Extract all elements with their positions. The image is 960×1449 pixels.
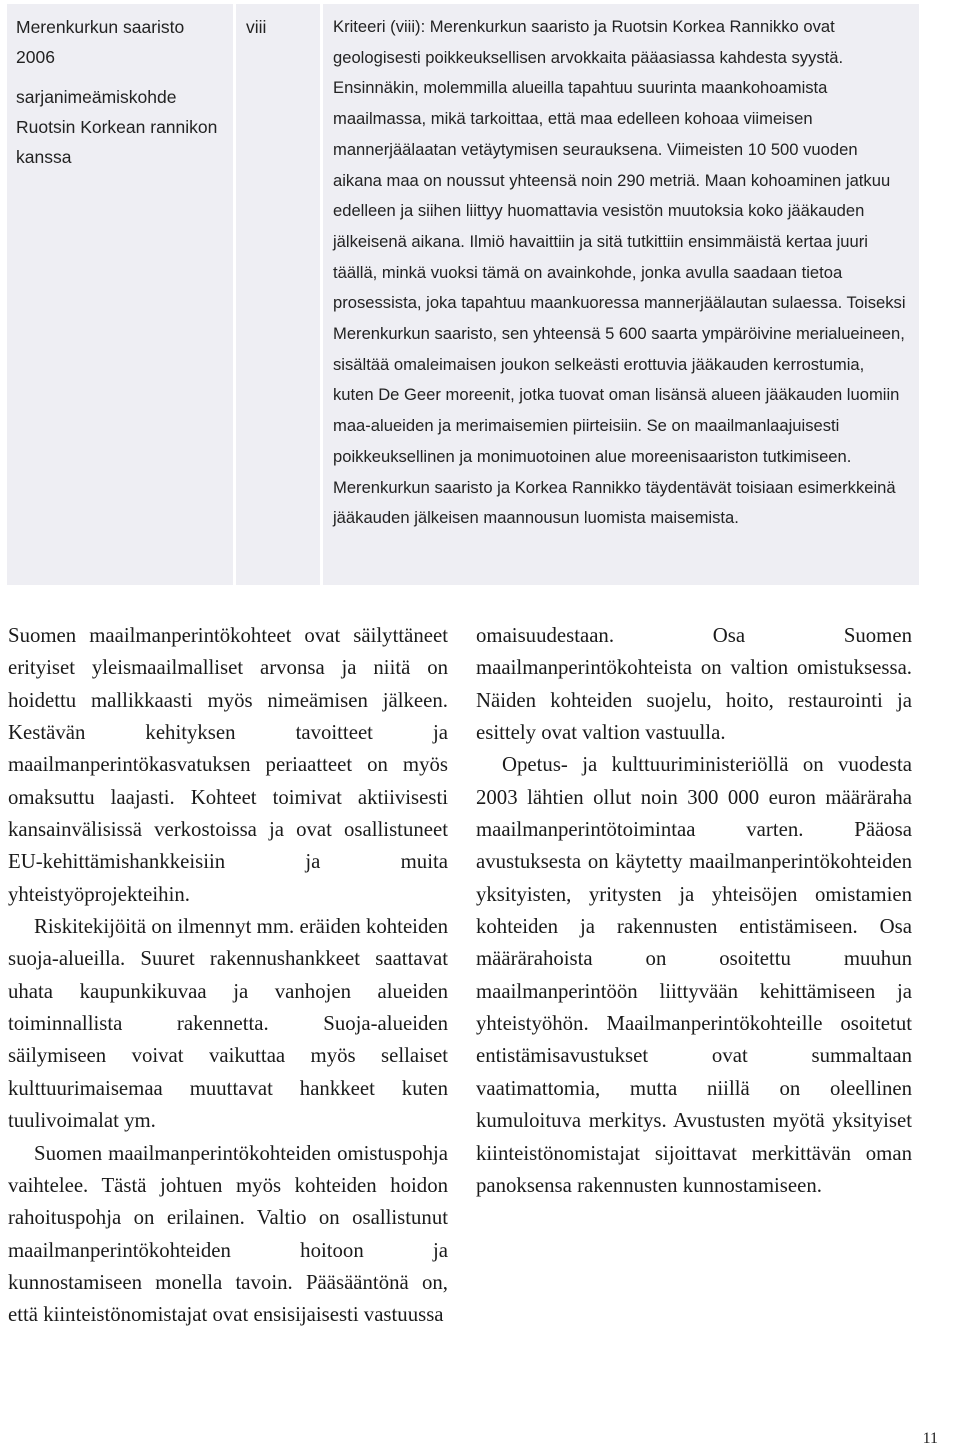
body-paragraph: Suomen maailmanperintökohteet ovat säilyttäneet erityiset yleismaailmalliset arvonsa ja niitä on hoidettu mallikkaasti myös nimeämisen jälkeen. Kestävän kehityksen tavoitteet ja maailmanperintökasvatuksen periaatteet on myös omaksuttu laajasti. Kohteet toimivat aktiivisesti kansainvälisissä verkostoissa ja ovat osallistuneet EU-kehittämishankkeisiin ja muita yhteistyöprojekteihin. <box>8 624 448 906</box>
site-note: sarjanimeämiskohde Ruotsin Korkean rannikon kanssa <box>16 87 218 167</box>
body-paragraph: omaisuudestaan. Osa Suomen maailmanperintökohteista on valtion omistuksessa. Näiden kohteiden suojelu, hoito, restaurointi ja esittely ovat valtion vastuulla. <box>476 624 912 745</box>
criteria-table-row <box>7 4 919 585</box>
body-paragraph: Riskitekijöitä on ilmennyt mm. eräiden kohteiden suoja-alueilla. Suuret rakennushankkeet saattavat uhata kaupunkikuvaa ja vanhojen alueiden toiminnallista rakennetta. Suoja-alueiden säilymiseen voivat vaikuttaa myös sellaiset kulttuurimaisemaa muuttavat hankkeet kuten tuulivoimalat ym. <box>8 915 448 1133</box>
site-name: Merenkurkun saaristo 2006 <box>16 17 185 67</box>
site-cell <box>7 4 233 585</box>
body-paragraph: Opetus- ja kulttuuriministeriöllä on vuodesta 2003 lähtien ollut noin 300 000 euron määräraha maailmanperintötoimintaa varten. Pääosa avustuksesta on käytetty maailmanperintökohteiden yksityisten, yritysten ja yhteisöjen omistamien kohteiden ja rakennusten entistämiseen. Osa määrärahoista on osoitettu muuhun maailmanperintöön liittyvään kehittämiseen ja yhteistyöhön. Maailmanperintökohteille osoitetut entistämisavustukset ovat summaltaan vaatimattomia, mutta niillä on oleellinen kumuloituva merkitys. Avustusten myötä yksityiset kiinteistönomistajat sijoittavat merkittävän oman panoksensa rakennusten kunnostamiseen. <box>476 753 912 1197</box>
description-cell <box>323 4 919 585</box>
page-number: 11 <box>922 1430 938 1447</box>
criterion-description: Kriteeri (viii): Merenkurkun saaristo ja Ruotsin Korkea Rannikko ovat geologisesti poikkeuksellisen arvokkaita pääasiassa kahdesta syystä. Ensinnäkin, molemmilla alueilla tapahtuu suurinta maankohoamista maailmassa, mikä tarkoittaa, että maa edelleen kohoaa viimeisen mannerjäälaatan vetäytymisen seurauksena. Viimeisten 10 500 vuoden aikana maa on noussut yhteensä noin 290 metriä. Maan kohoaminen jatkuu edelleen ja siihen liittyy huomattavia vesistön muutoksia koko jääkauden jälkeisenä aikana. Ilmiö havaittiin ja sitä tutkittiin ensimmäistä kertaa juuri täällä, minkä vuoksi tämä on avainkohde, jonka avulla saadaan tietoa prosessista, joka tapahtuu maankuoressa mannerjäälautan sulaessa. Toiseksi Merenkurkun saaristo, sen yhteensä 5 600 saarta ympäröivine merialueineen, sisältää omaleimaisen joukon selkeästi erottuvia jääkauden kerrostumia, kuten De Geer moreenit, jotka tuovat oman lisänsä alueen jääkauden luomiin maa-alueiden ja merimaisemien piirteisiin. Se on maailmanlaajuisesti poikkeuksellinen ja monimuotoinen alue moreenisaariston tutkimiseen. Merenkurkun saaristo ja Korkea Rannikko täydentävät toisiaan esimerkkeinä jääkauden jälkeisen maannousun luomista maisemista. <box>333 17 906 528</box>
body-column-left <box>8 620 448 1332</box>
criterion-code: viii <box>246 17 267 37</box>
criterion-cell <box>236 4 320 585</box>
body-paragraph: Suomen maailmanperintökohteiden omistuspohja vaihtelee. Tästä johtuen myös kohteiden hoidon rahoituspohja on erilainen. Valtio on osallistunut maailmanperintökohteiden hoitoon ja kunnostamiseen monella tavoin. Pääsääntönä on, että kiinteistönomistajat ovat ensisijaisesti vastuussa <box>8 1141 448 1327</box>
body-column-right <box>476 620 912 1202</box>
